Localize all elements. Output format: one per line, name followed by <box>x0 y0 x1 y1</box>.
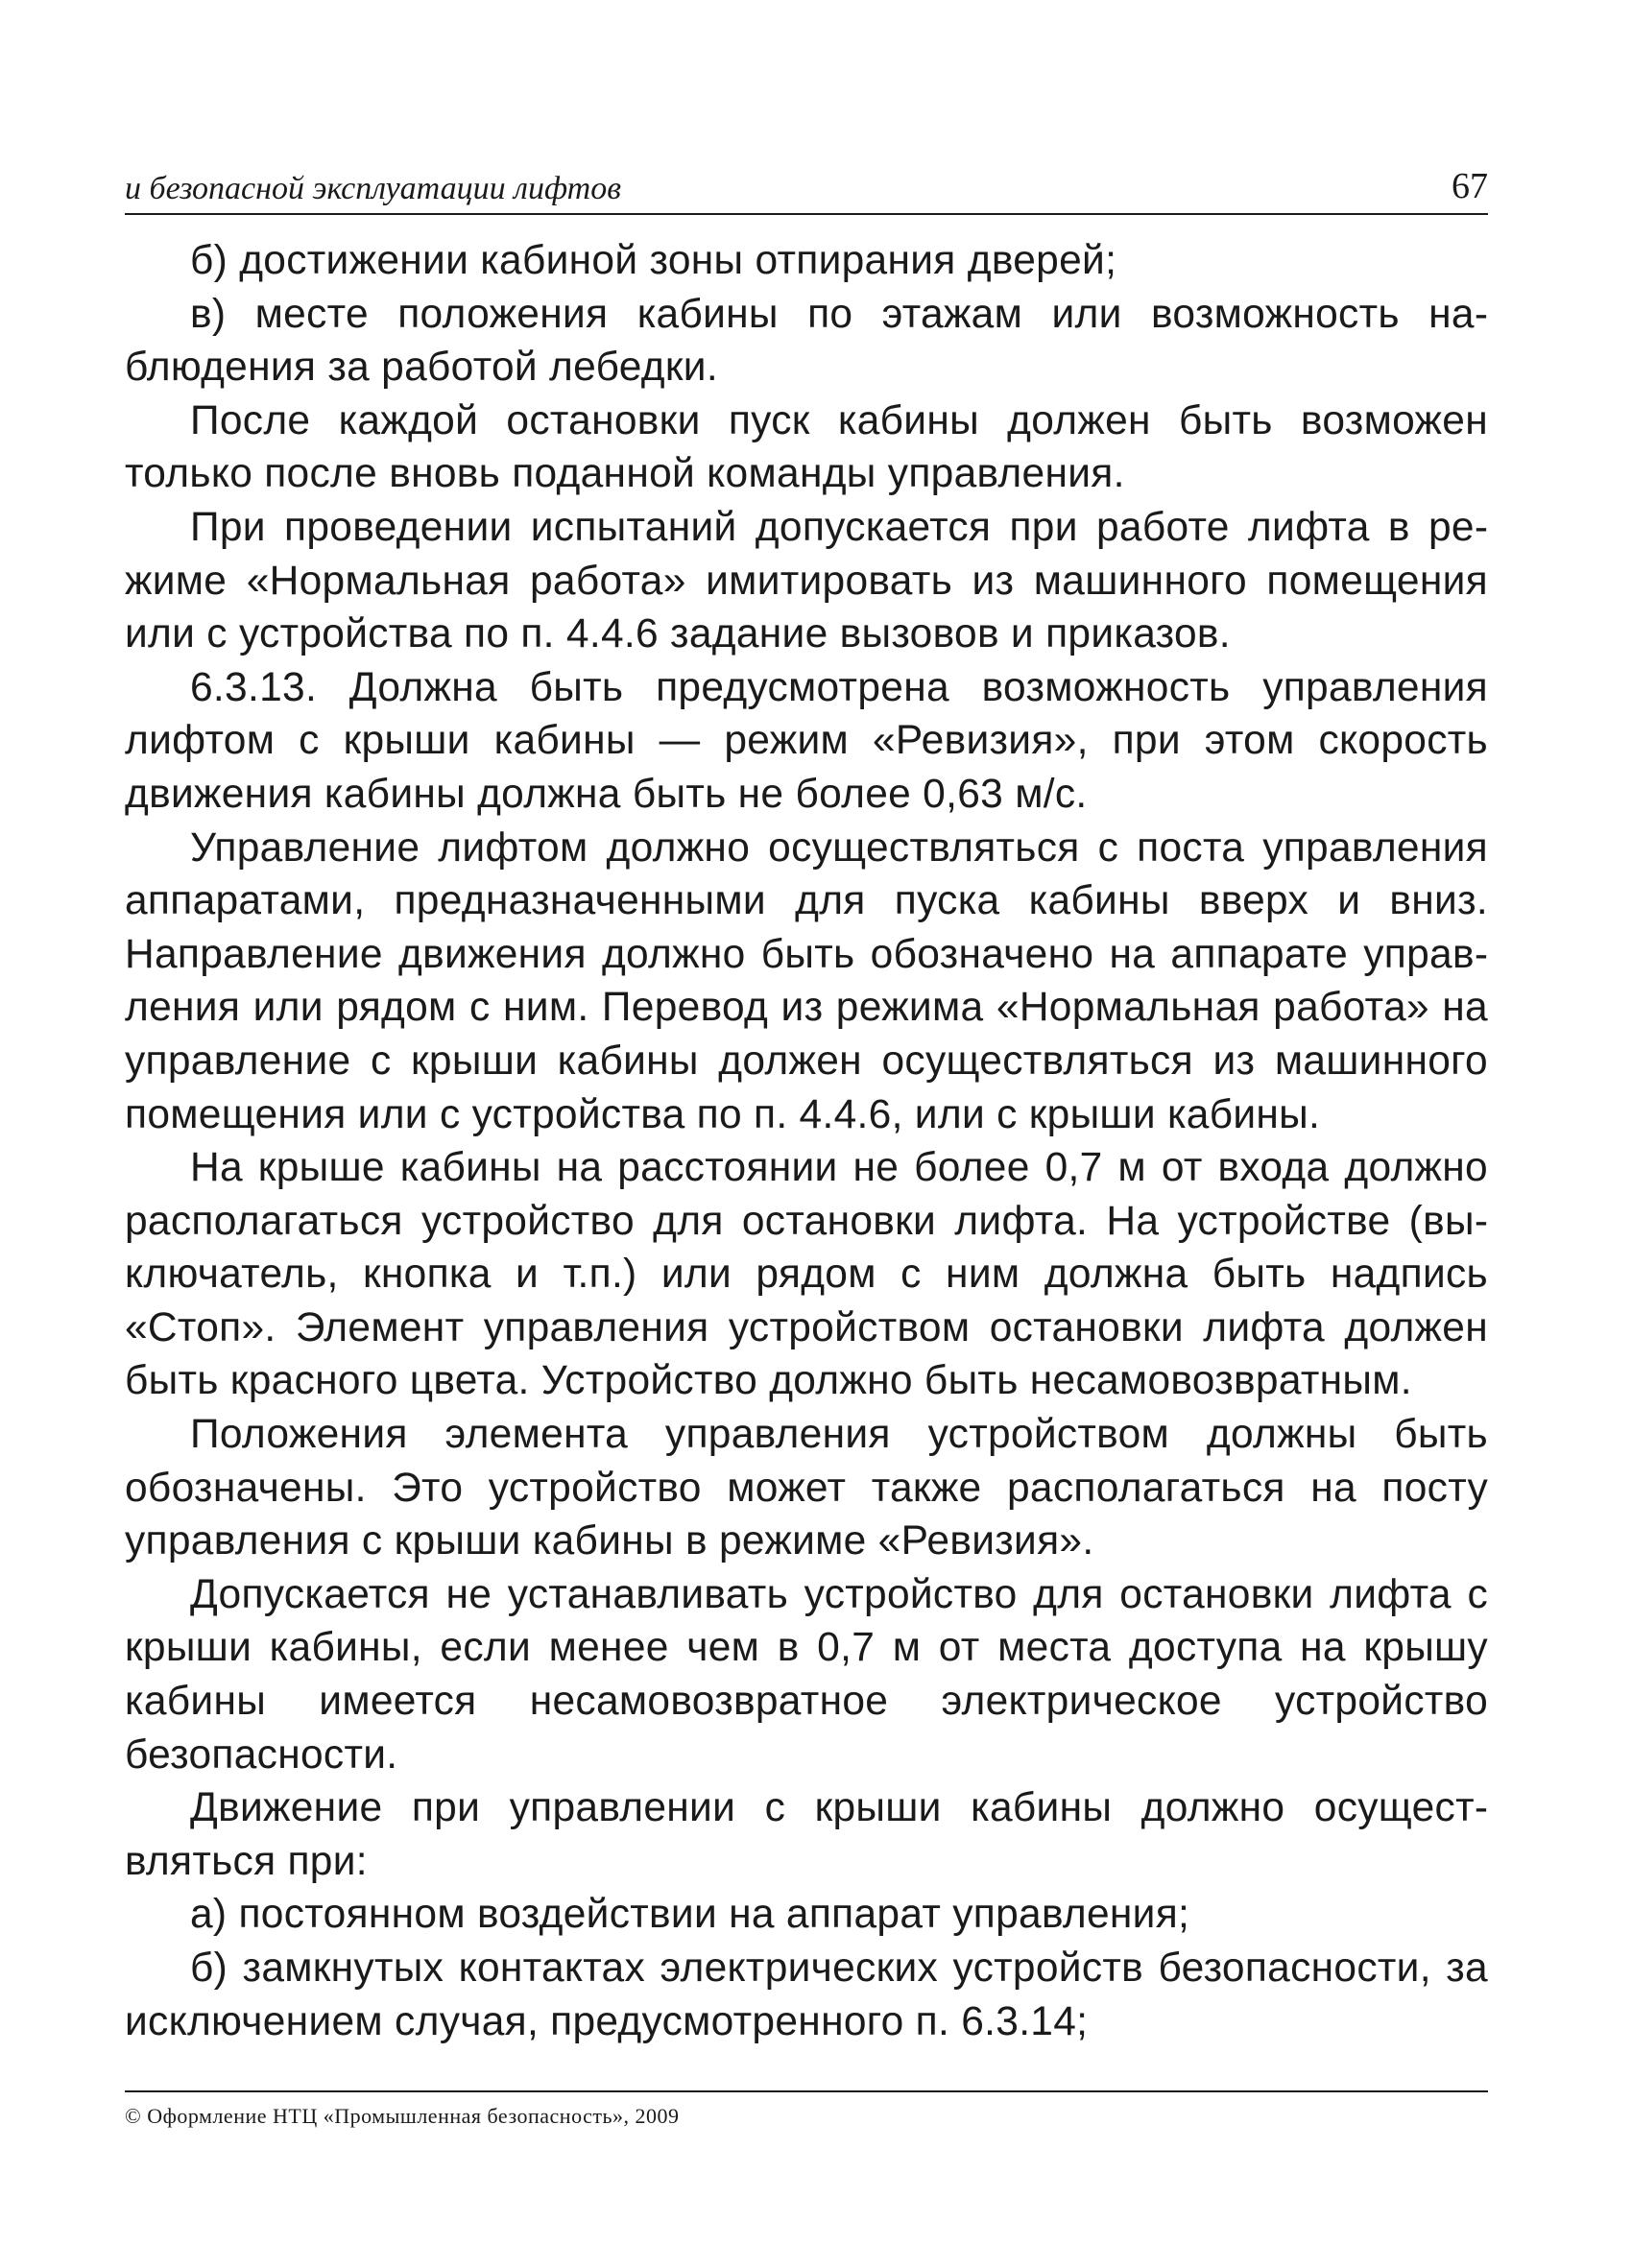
body-text <box>125 234 1488 2048</box>
paragraph: а) постоянном воздействии на аппарат управления; <box>190 1892 1190 1938</box>
paragraph: Управление лифтом должно осуществляться с поста управления аппаратами, предназначенными для пуска кабины вверх и вниз. Направление движения должно быть обозначено на аппарате управления или рядом с ним. Перевод из режима «Нормальная работа» на управление с крыши кабины должен осуществляться из машинного помещения или с устройства по п. 4.4.6, или с крыши кабины. <box>125 824 1488 1137</box>
paragraph: На крыше кабины на расстоянии не более 0,7 м от входа должно располагаться устройство для остановки лифта. На устройстве (выключатель, кнопка и т.п.) или рядом с ним должна быть надпись «Стоп». Элемент управления устройством остановки лифта должен быть красного цвета. Устройство должно быть несамовозвратным. <box>125 1145 1488 1404</box>
paragraph: Движение при управлении с крыши кабины должно осуществляться при: <box>125 1785 1488 1884</box>
running-title: и безопасной эксплуатации лифтов <box>125 171 621 206</box>
paragraph: Положения элемента управления устройством должны быть обозначены. Это устройство может также располагаться на посту управления с крыши кабины в режиме «Ревизия». <box>125 1412 1488 1564</box>
running-header <box>125 163 1488 215</box>
paragraph: б) достижении кабиной зоны отпирания дверей; <box>190 238 1117 283</box>
paragraph: 6.3.13. Должна быть предусмотрена возможность управления лифтом с крыши кабины — режим «Ревизия», при этом скорость движения кабины должна быть не более 0,63 м/с. <box>125 664 1488 817</box>
footer-divider <box>125 2090 1488 2092</box>
paragraph: При проведении испытаний допускается при работе лифта в режиме «Нормальная работа» имитировать из машинного помещения или с устройства по п. 4.4.6 задание вызовов и приказов. <box>125 504 1488 657</box>
page-number: 67 <box>1452 166 1488 206</box>
paragraph: в) месте положения кабины по этажам или возможность наблюдения за работой лебедки. <box>125 291 1488 391</box>
copyright-footer: © Оформление НТЦ «Промышленная безопасность», 2009 <box>125 2104 680 2128</box>
paragraph: Допускается не устанавливать устройство для остановки лифта с крыши кабины, если менее чем в 0,7 м от места доступа на крышу кабины имеется несамовозвратное электрическое устройство безопасности. <box>125 1571 1488 1778</box>
paragraph: б) замкнутых контактах электрических устройств безопасности, за исключением случая, предусмотренного п. 6.3.14; <box>125 1946 1488 2044</box>
paragraph: После каждой остановки пуск кабины должен быть возможен только после вновь поданной команды управления. <box>125 397 1488 497</box>
